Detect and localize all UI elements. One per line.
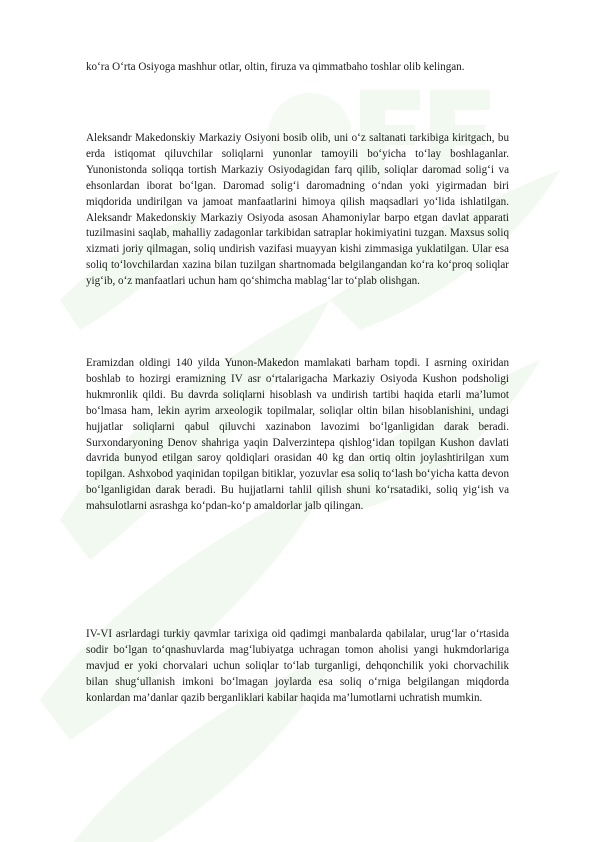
paragraph-4: IV-VI asrlardagi turkiy qavmlar tarixiga oid qadimgi manbalarda qabilalar, urug‘lar o‘rtasida sodir bo‘lgan to‘qnashuvlarda mag‘lubiyatga uchragan tomon aholisi yangi hukmdorlariga mavjud er yoki chorvalari uchun soliqlar to‘lab turganligi, dehqonchilik yoki chorvachilik bilan shug‘ullanish imkoni bo‘lmagan joylarda esa soliq o‘rniga belgilangan miqdorda konlardan ma’danlar qazib berganliklari kabilar haqida ma’lumotlarni uchratish mumkin. bbox=[86, 628, 509, 704]
paragraph-2: Aleksandr Makedonskiy Markaziy Osiyoni bosib olib, uni o‘z saltanati tarkibiga kiritgach, bu erda istiqomat qiluvchilar soliqlarni yunonlar tamoyili bo‘yicha to‘lay boshlaganlar. Yunonistonda soliqqa tortish Markaziy Osiyodagidan farq qilib, soliqlar daromad solig‘i va ehsonlardan iborat bo‘lgan. Daromad solig‘i daromadning o‘ndan yoki yigirmadan biri miqdorida undirilgan va jamoat manfaatlarini himoya qilish maqsadlari yo‘lida ishlatilgan. Aleksandr Makedonskiy Markaziy Osiyoda asosan Ahamoniylar barpo etgan davlat apparati tuzilmasini saqlab, mahalliy zadagonlar tarkibidan satraplar hokimiyatini tuzgan. Maxsus soliq xizmati joriy qilmagan, soliq undirish vazifasi muayyan kishi zimmasiga yuklatilgan. Ular esa soliq to‘lovchilardan xazina bilan tuzilgan shartnomada belgilangandan ko‘ra ko‘proq soliqlar yig‘ib, o‘z manfaatlari uchun ham qo‘shimcha mablag‘lar to‘plab olishgan. bbox=[86, 132, 509, 288]
paragraph-1: ko‘ra O‘rta Osiyoga mashhur otlar, oltin, firuza va qimmatbaho toshlar olib kelingan. bbox=[86, 61, 465, 73]
paragraph-3: Eramizdan oldingi 140 yilda Yunon-Makedon mamlakati barham topdi. I asrning oxiridan boshlab to hozirgi eramizning IV asr o‘rtalarigacha Markaziy Osiyoda Kushon podsholigi hukmronlik qildi. Bu davrda soliqlarni hisoblash va undirish tartibi haqida etarli ma’lumot bo‘lmasa ham, lekin ayrim arxeologik topilmalar, soliqlar oltin bilan hisoblanishini, undagi hujjatlar soliqlarni qabul qiluvchi xazinabon lavozimi bo‘lganligidan darak beradi. Surxondaryoning Denov shahriga yaqin Dalverzintepa qishlog‘idan topilgan Kushon davlati davrida bunyod etilgan saroy qoldiqlari orasidan 40 kg dan ortiq oltin joylashtirilgan xum topilgan. Ashxobod yaqinidan topilgan bitiklar, yozuvlar esa soliq to‘lash bo‘yicha katta devon bo‘lganligidan darak beradi. Bu hujjatlarni tahlil qilish shuni ko‘rsatadiki, soliq yig‘ish va mahsulotlarni asrashga ko‘pdan-ko‘p amaldorlar jalb qilingan. bbox=[86, 357, 509, 513]
